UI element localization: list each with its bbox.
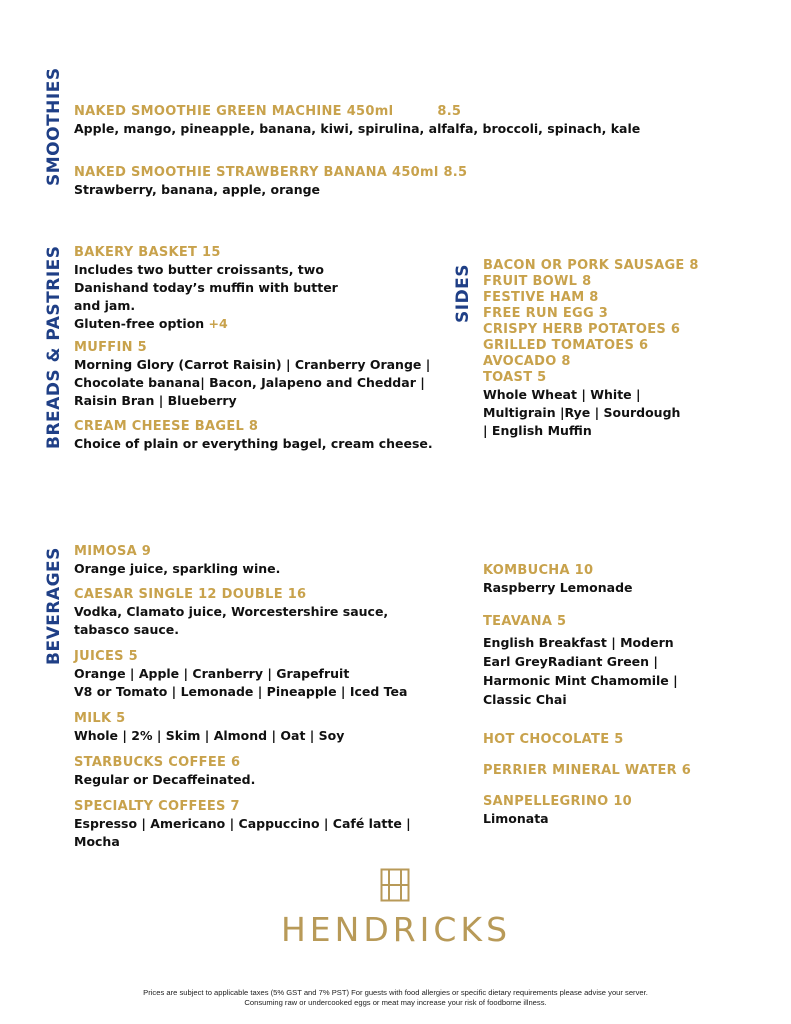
item-description: Apple, mango, pineapple, banana, kiwi, spirulina, alfalfa, broccoli, spinach, kale	[74, 121, 641, 136]
menu-item	[483, 614, 773, 709]
item-description-line: Includes two butter croissants, two	[74, 262, 324, 277]
menu-item	[74, 755, 454, 789]
item-description: Raspberry Lemonade	[483, 580, 633, 595]
gluten-free-option: Gluten-free option +4	[74, 316, 228, 331]
item-description-line: Harmonic Mint Chamomile |	[483, 673, 678, 688]
menu-item	[483, 763, 773, 779]
side-item: FESTIVE HAM 8	[483, 290, 599, 305]
side-item: GRILLED TOMATOES 6	[483, 338, 649, 353]
toast-options-line: Whole Wheat | White |	[483, 387, 641, 402]
footer-disclaimer	[0, 988, 791, 1008]
breads-list	[74, 245, 454, 453]
item-description-line: Vodka, Clamato juice, Worcestershire sauce,	[74, 604, 389, 619]
item-description-line: Classic Chai	[483, 692, 567, 707]
side-item: FRUIT BOWL 8	[483, 274, 592, 289]
toast-options-line: Multigrain |Rye | Sourdough	[483, 405, 681, 420]
item-description-line: Chocolate banana| Bacon, Jalapeno and Cheddar |	[74, 375, 425, 390]
section-label-sides: SIDES	[453, 263, 473, 323]
item-title: NAKED SMOOTHIE GREEN MACHINE 450ml 8.5	[74, 104, 462, 119]
side-item: AVOCADO 8	[483, 354, 571, 369]
gluten-free-price: +4	[208, 316, 228, 331]
item-title: STARBUCKS COFFEE 6	[74, 755, 241, 770]
menu-item	[74, 165, 694, 199]
item-description: Regular or Decaffeinated.	[74, 772, 256, 787]
item-description-line: V8 or Tomato | Lemonade | Pineapple | Iced Tea	[74, 684, 408, 699]
smoothies-list	[74, 104, 694, 199]
item-description-line: Earl GreyRadiant Green |	[483, 654, 658, 669]
item-title: CREAM CHEESE BAGEL 8	[74, 419, 259, 434]
hendricks-logo-icon	[380, 868, 410, 902]
sides-list	[483, 258, 763, 440]
item-title: HOT CHOCOLATE 5	[483, 732, 624, 747]
side-item: FREE RUN EGG 3	[483, 306, 609, 321]
item-title: JUICES 5	[74, 649, 138, 664]
section-label-smoothies: SMOOTHIES	[44, 67, 64, 186]
side-item: CRISPY HERB POTATOES 6	[483, 322, 681, 337]
item-title: MIMOSA 9	[74, 544, 152, 559]
item-title: TEAVANA 5	[483, 614, 567, 629]
menu-item	[483, 732, 773, 748]
brand-name: HENDRICKS	[280, 910, 512, 949]
item-title: MILK 5	[74, 711, 126, 726]
menu-item	[74, 340, 454, 410]
footer-line: Consuming raw or undercooked eggs or meat may increase your risk of foodborne illness.	[244, 998, 547, 1007]
item-description-line: Espresso | Americano | Cappuccino | Café latte |	[74, 816, 411, 831]
item-description: Limonata	[483, 811, 549, 826]
menu-item	[483, 794, 773, 828]
item-price: 8.5	[437, 104, 462, 119]
item-description-line: English Breakfast | Modern	[483, 635, 674, 650]
section-label-breads-pastries: BREADS & PASTRIES	[44, 245, 64, 449]
side-item: BACON OR PORK SAUSAGE 8	[483, 258, 699, 273]
item-title: BAKERY BASKET 15	[74, 245, 221, 260]
item-description-line: and jam.	[74, 298, 136, 313]
menu-item	[483, 563, 773, 597]
section-label-beverages: BEVERAGES	[44, 547, 64, 665]
menu-item	[74, 649, 454, 701]
beverages-list-right	[483, 563, 773, 828]
item-title: SPECIALTY COFFEES 7	[74, 799, 240, 814]
item-description: Choice of plain or everything bagel, cream cheese.	[74, 436, 433, 451]
side-item: TOAST 5	[483, 370, 547, 385]
item-title: PERRIER MINERAL WATER 6	[483, 763, 692, 778]
beverages-list-left	[74, 544, 454, 851]
toast-options-line: | English Muffin	[483, 423, 592, 438]
menu-item	[74, 544, 454, 578]
menu-item	[74, 104, 694, 138]
item-description: Orange juice, sparkling wine.	[74, 561, 281, 576]
item-description-line: Danishand today’s muffin with butter	[74, 280, 338, 295]
item-description-line: Mocha	[74, 834, 120, 849]
item-title: KOMBUCHA 10	[483, 563, 594, 578]
item-description-line: Raisin Bran | Blueberry	[74, 393, 237, 408]
item-description-line: tabasco sauce.	[74, 622, 179, 637]
item-description-line: Orange | Apple | Cranberry | Grapefruit	[74, 666, 350, 681]
item-title: SANPELLEGRINO 10	[483, 794, 633, 809]
item-title: CAESAR SINGLE 12 DOUBLE 16	[74, 587, 307, 602]
item-description-line: Morning Glory (Carrot Raisin) | Cranberry Orange |	[74, 357, 431, 372]
menu-item	[74, 587, 454, 639]
menu-item	[74, 799, 454, 851]
item-title: MUFFIN 5	[74, 340, 147, 355]
footer-line: Prices are subject to applicable taxes (5% GST and 7% PST) For guests with food allergies or specific dietary requirements please advise your server.	[143, 988, 648, 997]
menu-item	[74, 711, 454, 745]
item-title: NAKED SMOOTHIE STRAWBERRY BANANA 450ml 8.5	[74, 165, 468, 180]
menu-item	[74, 419, 454, 453]
menu-item	[74, 245, 454, 333]
item-description: Strawberry, banana, apple, orange	[74, 182, 321, 197]
item-description: Whole | 2% | Skim | Almond | Oat | Soy	[74, 728, 345, 743]
